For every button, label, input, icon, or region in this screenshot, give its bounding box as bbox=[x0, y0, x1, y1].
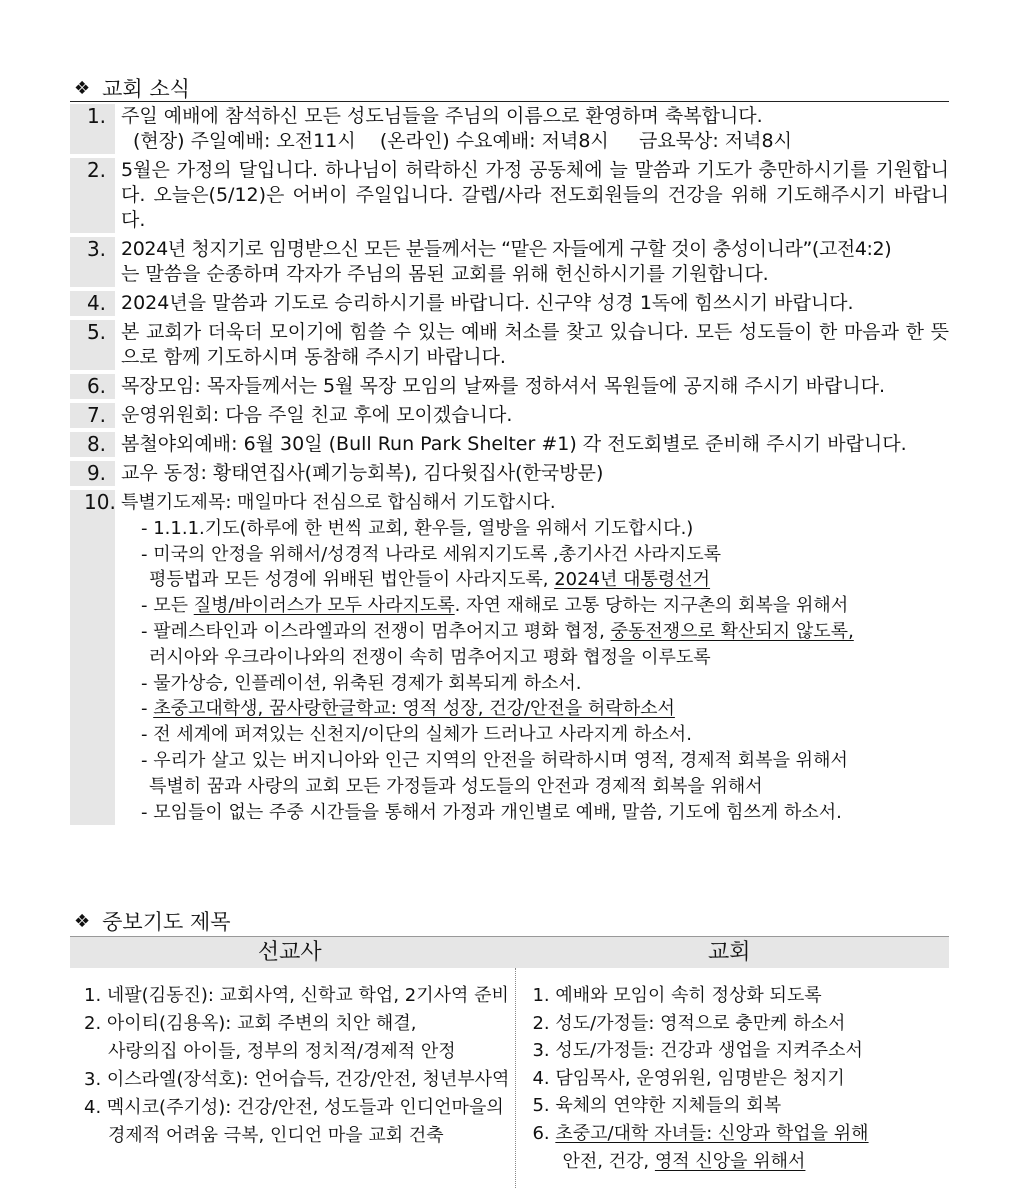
prayer-heading: 특별기도제목: 매일마다 전심으로 합심해서 기도합시다. bbox=[121, 492, 556, 513]
news-item bbox=[70, 158, 949, 233]
intercession-title bbox=[74, 906, 231, 936]
item-line: (현장) 주일예배: 오전11시 (온라인) 수요예배: 저녁8시 금요묵상: 저녁8시 bbox=[133, 130, 792, 152]
church-item: 4. 담임목사, 운영위원, 임명받은 청지기 bbox=[532, 1067, 845, 1089]
prayer-sub: - 초중고대학생, 꿈사랑한글학교: 영적 성장, 건강/안전을 허락하소서 bbox=[141, 698, 675, 720]
news-item bbox=[70, 320, 949, 370]
prayer-sub: 러시아와 우크라이나와의 전쟁이 속히 멈추어지고 평화 협정을 이루도록 bbox=[149, 646, 711, 668]
prayer-sub: 특별히 꿈과 사랑의 교회 모든 가정들과 성도들의 안전과 경제적 회복을 위해서 bbox=[149, 775, 763, 797]
item-body: 2024년을 말씀과 기도로 승리하시기를 바랍니다. 신구약 성경 1독에 힘쓰시기 바랍니다. bbox=[121, 292, 854, 314]
church-header: 교회 bbox=[707, 940, 751, 965]
item-line: 는 말씀을 순종하며 각자가 주님의 몸된 교회를 위해 헌신하시기를 기원합니다. bbox=[121, 263, 769, 285]
prayer-sub: - 전 세계에 퍼져있는 신천지/이단의 실체가 드러나고 사라지게 하소서. bbox=[141, 724, 692, 746]
news-item bbox=[70, 374, 949, 399]
news-item bbox=[70, 432, 949, 457]
item-number: 7. bbox=[70, 403, 115, 428]
church-item: 3. 성도/가정들: 건강과 생업을 지켜주소서 bbox=[532, 1040, 863, 1062]
missionary-header: 선교사 bbox=[257, 940, 322, 965]
prayer-sub: - 미국의 안정을 위해서/성경적 나라로 세워지기도록 ,총기사건 사라지도록 bbox=[141, 543, 721, 565]
item-body: 목장모임: 목자들께서는 5월 목장 모임의 날짜를 정하셔서 목원들에 공지해 주시기 바랍니다. bbox=[121, 375, 886, 397]
news-item bbox=[70, 490, 949, 825]
item-number: 2. bbox=[70, 158, 115, 233]
item-line: 주일 예배에 참석하신 모든 성도님들을 주님의 이름으로 환영하며 축복합니다. bbox=[121, 105, 763, 127]
item-body: 교우 동정: 황태연집사(폐기능회복), 김다윗집사(한국방문) bbox=[121, 462, 604, 484]
intercession-table bbox=[70, 936, 949, 1188]
missionary-item: 2. 아이티(김용옥): 교회 주변의 치안 해결, bbox=[84, 1013, 417, 1034]
prayer-sub: - 모임들이 없는 주중 시간들을 통해서 가정과 개인별로 예배, 말씀, 기도에 힘쓰게 하소서. bbox=[141, 801, 842, 823]
news-item bbox=[70, 403, 949, 428]
item-number: 4. bbox=[70, 291, 115, 316]
church-item: 1. 예배와 모임이 속히 정상화 되도록 bbox=[532, 985, 822, 1006]
missionary-item: 4. 멕시코(주기성): 건강/안전, 성도들과 인디언마을의 bbox=[84, 1097, 504, 1118]
item-number: 1. bbox=[70, 104, 115, 154]
item-number: 5. bbox=[70, 320, 115, 370]
diamond-bullet-icon: ❖ bbox=[74, 910, 91, 932]
intercession-heading: 중보기도 제목 bbox=[102, 910, 231, 934]
diamond-bullet-icon: ❖ bbox=[74, 77, 91, 99]
item-number: 6. bbox=[70, 374, 115, 399]
section-divider bbox=[70, 101, 949, 102]
church-column bbox=[516, 968, 949, 1188]
prayer-sub: - 물가상승, 인플레이션, 위축된 경제가 회복되게 하소서. bbox=[141, 672, 582, 694]
prayer-sub: - 우리가 살고 있는 버지니아와 인근 지역의 안전을 허락하시며 영적, 경제적 회복을 위해서 bbox=[141, 749, 848, 771]
missionary-item: 경제적 어려움 극복, 인디언 마을 교회 건축 bbox=[108, 1125, 444, 1146]
item-number: 8. bbox=[70, 432, 115, 457]
item-body bbox=[115, 490, 949, 825]
prayer-sub: - 모든 질병/바이러스가 모두 사라지도록. 자연 재해로 고통 당하는 지구촌의 회복을 위해서 bbox=[141, 595, 849, 617]
church-news-heading: 교회 소식 bbox=[102, 77, 190, 101]
item-body: 5월은 가정의 달입니다. 하나님이 허락하신 가정 공동체에 늘 말씀과 기도가 충만하시기를 기원합니다. 오늘은(5/12)은 어버이 주일입니다. 갈렙/사라 전도회원들의 건강을 위해 기도해주시기 바랍니다. bbox=[121, 159, 949, 231]
item-body bbox=[115, 104, 949, 154]
table-body bbox=[70, 968, 949, 1188]
item-line: 2024년 청지기로 임명받으신 모든 분들께서는 “맡은 자들에게 구할 것이 충성이니라”(고전4:2) bbox=[121, 238, 892, 260]
news-item bbox=[70, 104, 949, 154]
prayer-sub: 평등법과 모든 성경에 위배된 법안들이 사라지도록, 2024년 대통령선거 bbox=[149, 569, 711, 591]
table-header bbox=[70, 936, 949, 968]
church-item: 안전, 건강, 영적 신앙을 위해서 bbox=[562, 1150, 806, 1172]
news-item bbox=[70, 291, 949, 316]
missionary-item: 사랑의집 아이들, 정부의 정치적/경제적 안정 bbox=[108, 1041, 456, 1062]
item-number: 10. bbox=[70, 490, 115, 825]
item-body: 봄철야외예배: 6월 30일 (Bull Run Park Shelter #1) 각 전도회별로 준비해 주시기 바랍니다. bbox=[121, 433, 907, 455]
prayer-sub: - 팔레스타인과 이스라엘과의 전쟁이 멈추어지고 평화 협정, 중동전쟁으로 확산되지 않도록, bbox=[141, 620, 854, 642]
item-body: 본 교회가 더욱더 모이기에 힘쓸 수 있는 예배 처소를 찾고 있습니다. 모든 성도들이 한 마음과 한 뜻으로 함께 기도하시며 동참해 주시기 바랍니다. bbox=[121, 321, 949, 368]
church-news-title bbox=[74, 73, 190, 103]
news-item bbox=[70, 237, 949, 287]
prayer-sub: - 1.1.1.기도(하루에 한 번씩 교회, 환우들, 열방을 위해서 기도합시다.) bbox=[141, 517, 694, 539]
church-item: 5. 육체의 연약한 지체들의 회복 bbox=[532, 1095, 782, 1117]
news-list bbox=[70, 104, 949, 829]
news-item bbox=[70, 461, 949, 486]
missionary-column bbox=[70, 968, 516, 1188]
item-body: 운영위원회: 다음 주일 친교 후에 모이겠습니다. bbox=[121, 404, 513, 426]
item-body bbox=[115, 237, 949, 287]
church-item: 2. 성도/가정들: 영적으로 충만케 하소서 bbox=[532, 1012, 846, 1034]
missionary-item: 1. 네팔(김동진): 교회사역, 신학교 학업, 2기사역 준비 bbox=[84, 985, 509, 1006]
item-number: 9. bbox=[70, 461, 115, 486]
item-number: 3. bbox=[70, 237, 115, 287]
missionary-item: 3. 이스라엘(장석호): 언어습득, 건강/안전, 청년부사역 bbox=[84, 1069, 510, 1090]
church-item: 6. 초중고/대학 자녀들: 신앙과 학업을 위해 bbox=[532, 1122, 869, 1144]
